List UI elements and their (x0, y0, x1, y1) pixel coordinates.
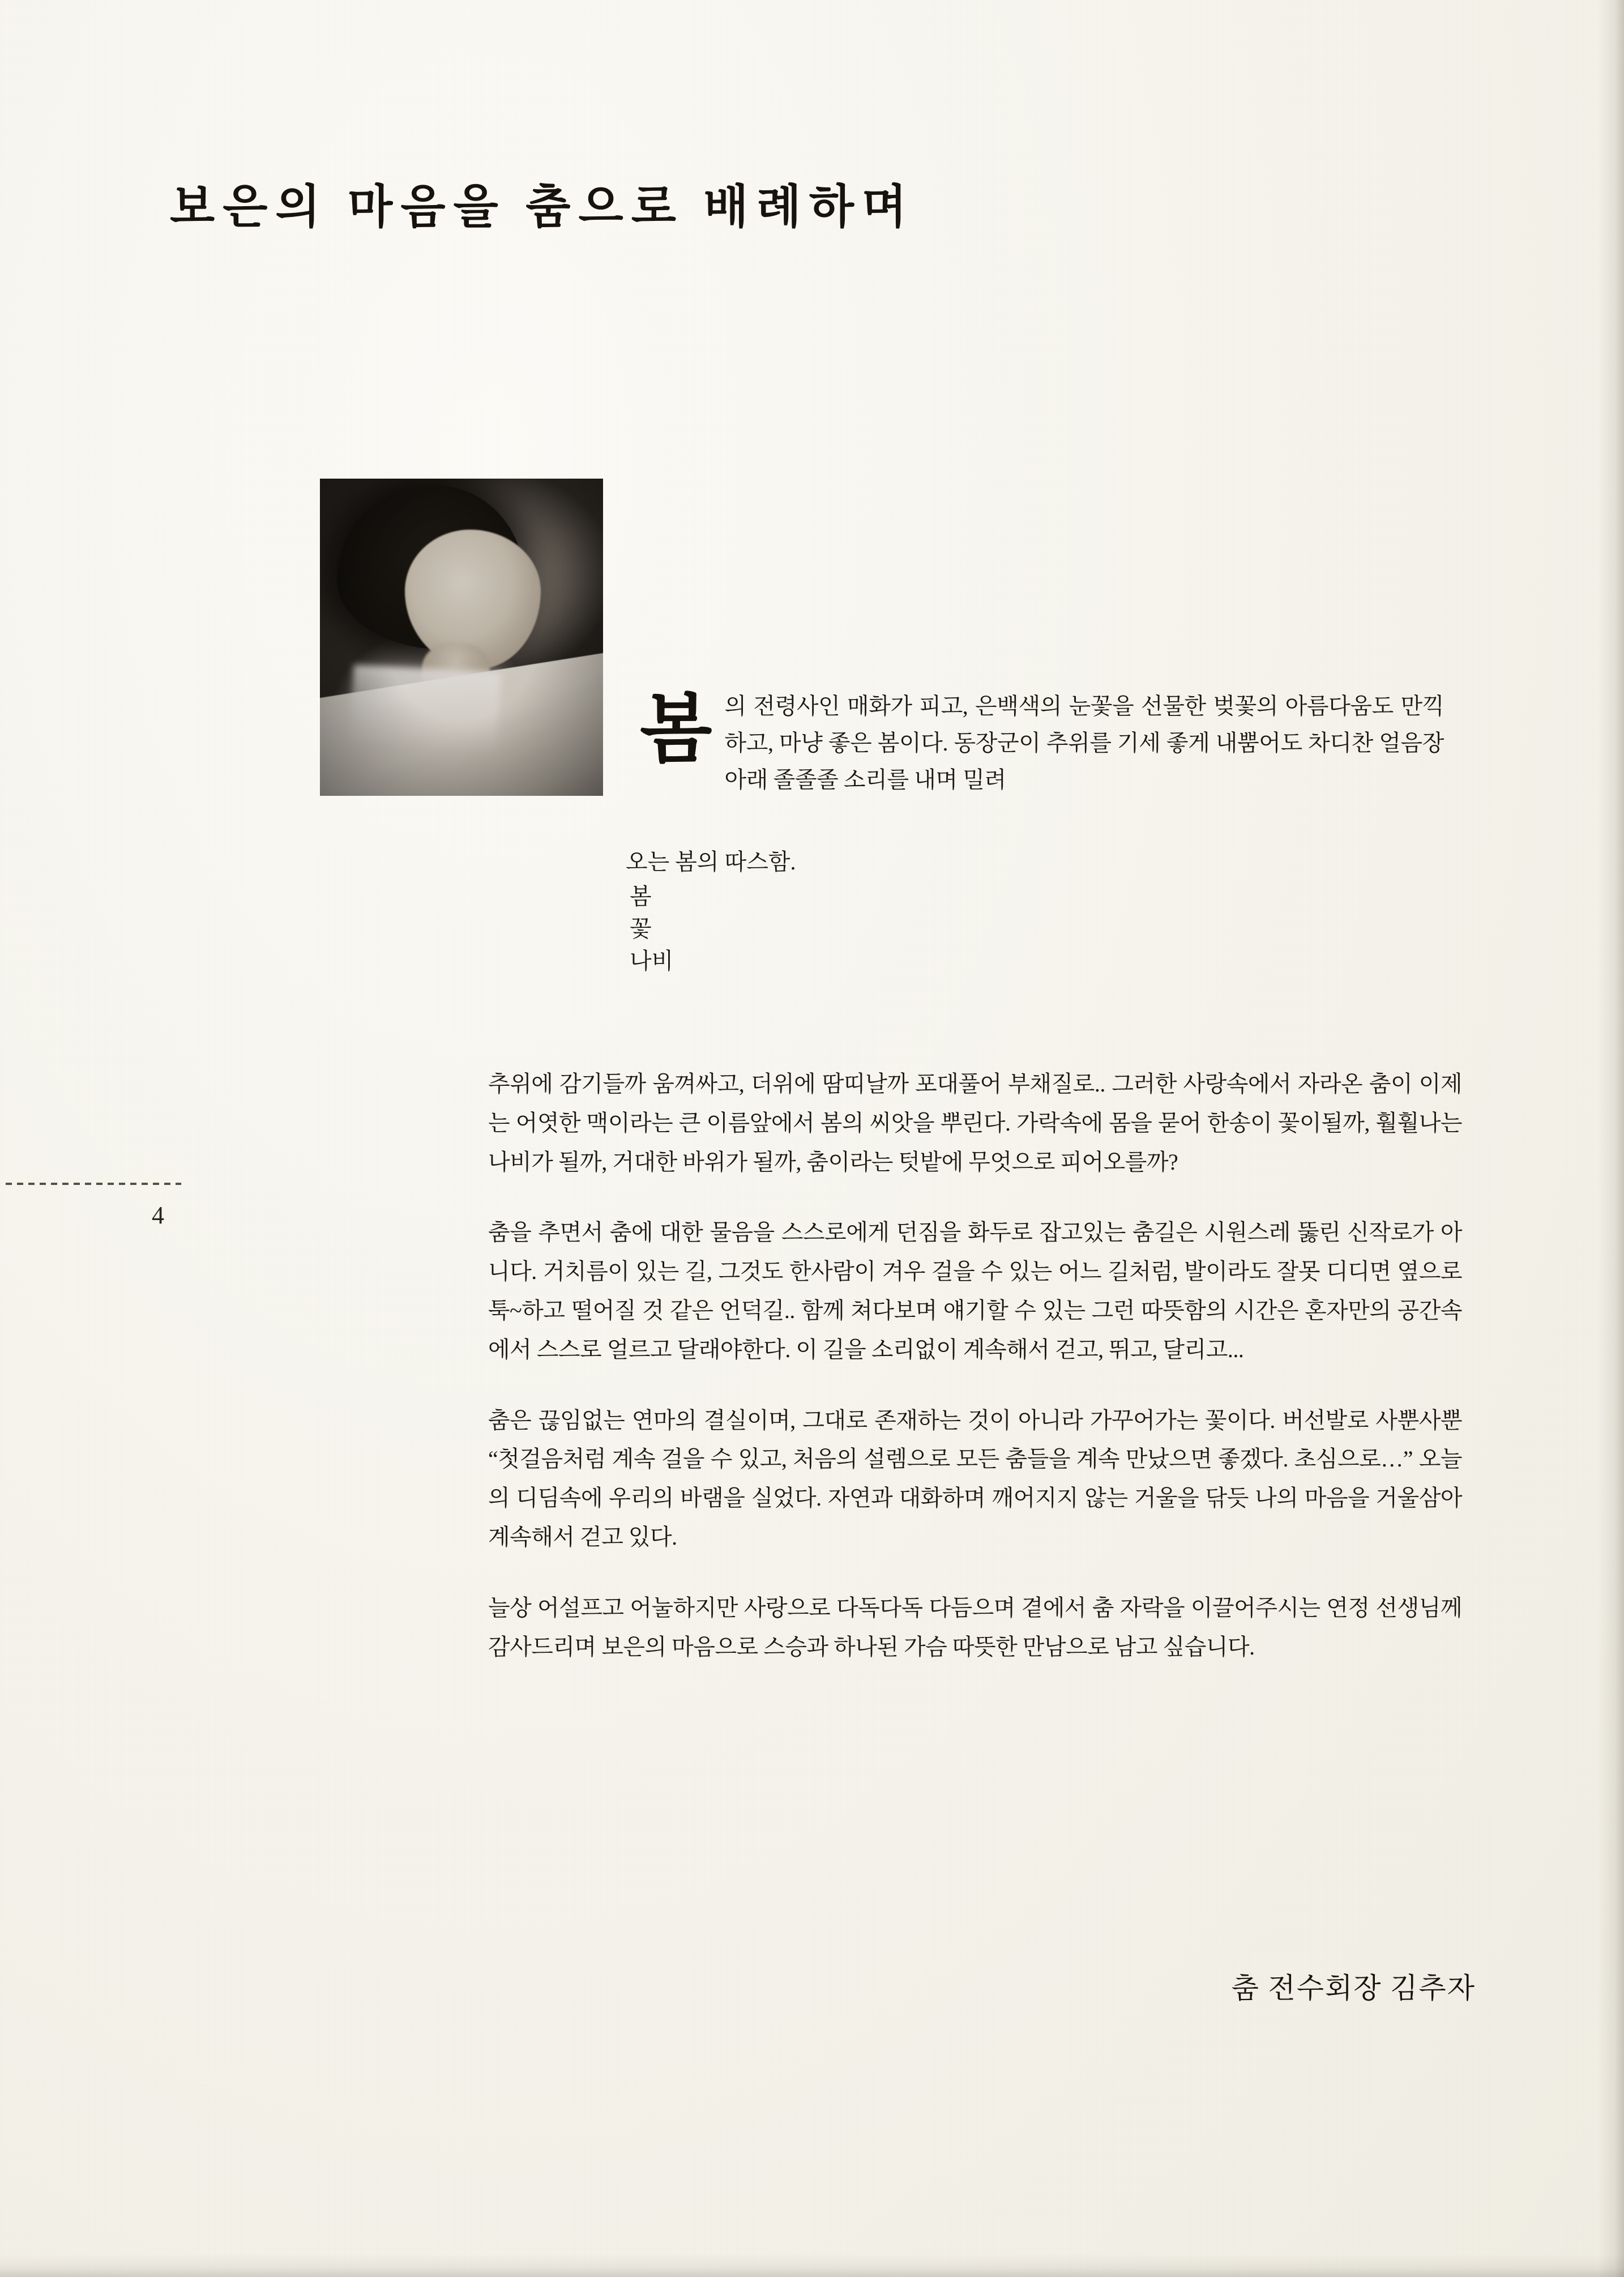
signature-line: 춤 전수회장 김추자 (1231, 1972, 1476, 2004)
body-paragraph-4: 늘상 어설프고 어눌하지만 사랑으로 다독다독 다듬으며 곁에서 춤 자락을 이끌어주시는 연정 선생님께 감사드리며 보은의 마음으로 스승과 하나된 가슴 따뜻한 만남으로 남고 싶습니다. (488, 1594, 1462, 1660)
drop-cap: 봄 (640, 688, 712, 771)
body-paragraph-3: 춤은 끊임없는 연마의 결실이며, 그대로 존재하는 것이 아니라 가꾸어가는 꽃이다. 버선발로 사뿐사뿐 “첫걸음처럼 계속 걸을 수 있고, 처음의 설렘으로 모든 춤들을 계속 만났으면 좋겠다. 초심으로…” 오늘의 디딤속에 우리의 바램을 실었다. 자연과 대화하며 깨어지지 않는 거울을 닦듯 나의 마음을 거울삼아 계속해서 걷고 있다. (488, 1407, 1462, 1550)
lead-text: 의 전령사인 매화가 피고, 은백색의 눈꽃을 선물한 벚꽃의 아름다움도 만끽하고, 마냥 좋은 봄이다. 동장군이 추위를 기세 좋게 내뿜어도 차디찬 얼음장 아래 졸졸졸 소리를 내며 밀려 (724, 693, 1444, 792)
word-stack (630, 881, 673, 977)
lead-tail-line: 오는 봄의 따스함. (626, 849, 796, 875)
page-number: 4 (152, 1201, 164, 1229)
word-stack-item-3: 나비 (630, 948, 674, 974)
word-stack-item-2: 꽃 (630, 915, 652, 941)
lead-paragraph (640, 688, 1444, 798)
page-edge-shadow-right (1598, 0, 1624, 2277)
body-text (488, 1065, 1462, 1666)
folio-rule (6, 1183, 181, 1185)
page-title: 보은의 마음을 춤으로 배례하며 (170, 181, 915, 233)
page-edge-shadow-bottom (0, 2254, 1624, 2277)
portrait-vignette (320, 479, 603, 796)
word-stack-item-1: 봄 (630, 884, 652, 909)
body-paragraph-1: 추위에 감기들까 움껴싸고, 더위에 땀띠날까 포대풀어 부채질로.. 그러한 사랑속에서 자라온 춤이 이제는 어엿한 맥이라는 큰 이름앞에서 봄의 씨앗을 뿌린다. 가락속에 몸을 묻어 한송이 꽃이될까, 훨훨나는 나비가 될까, 거대한 바위가 될까, 춤이라는 텃밭에 무엇으로 피어오를까? (488, 1071, 1462, 1175)
portrait-photo (320, 479, 603, 796)
body-paragraph-2: 춤을 추면서 춤에 대한 물음을 스스로에게 던짐을 화두로 잡고있는 춤길은 시원스레 뚫린 신작로가 아니다. 거치름이 있는 길, 그것도 한사람이 겨우 걸을 수 있는 어느 길처럼, 발이라도 잘못 디디면 옆으로 툭~하고 떨어질 것 같은 언덕길.. 함께 쳐다보며 얘기할 수 있는 그런 따뜻함의 시간은 혼자만의 공간속에서 스스로 얼르고 달래야한다. 이 길을 소리없이 계속해서 걷고, 뛰고, 달리고... (488, 1219, 1462, 1362)
